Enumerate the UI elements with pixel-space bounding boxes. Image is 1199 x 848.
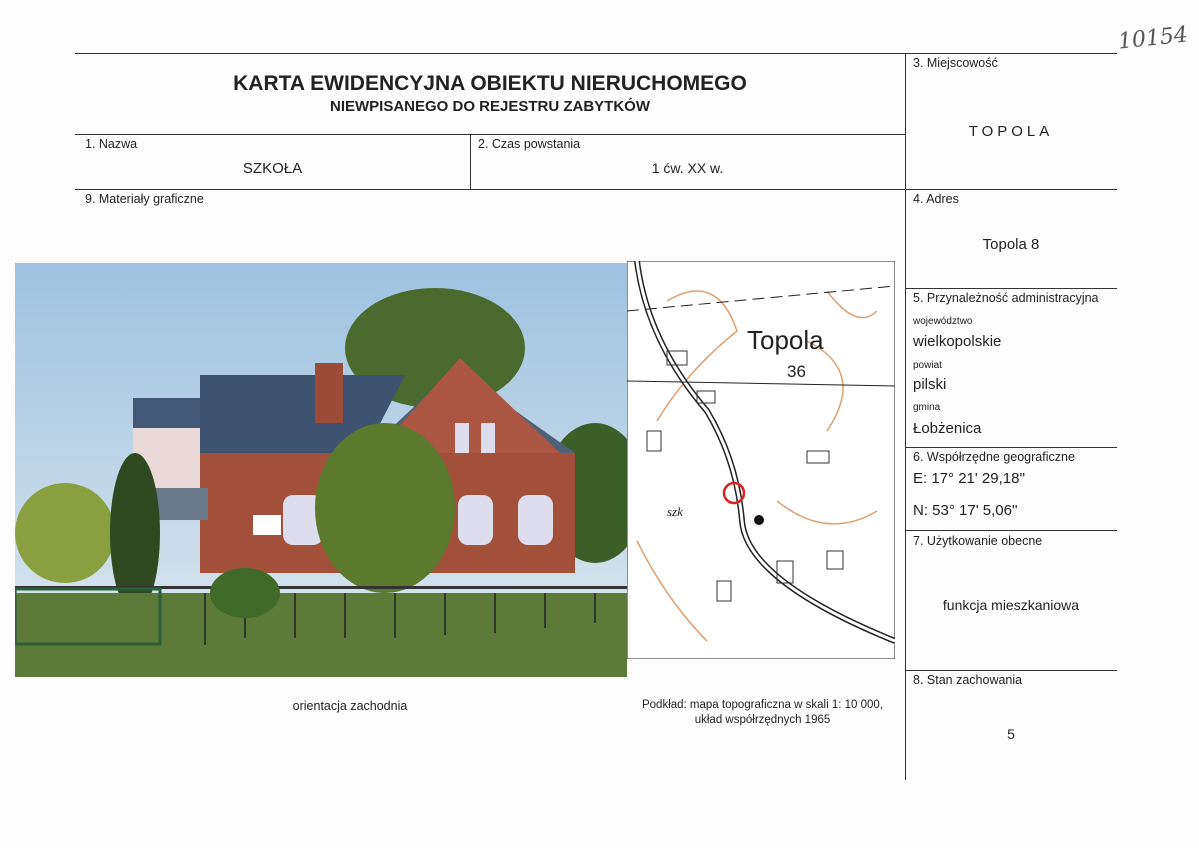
name-label: 1. Nazwa xyxy=(85,137,138,151)
condition-label: 8. Stan zachowania xyxy=(913,673,1023,687)
coords-n: N: 53° 17' 5,06'' xyxy=(913,502,1018,519)
county-value: pilski xyxy=(913,376,947,393)
map-caption-line2: układ współrzędnych 1965 xyxy=(694,714,831,726)
title: KARTA EWIDENCYJNA OBIEKTU NIERUCHOMEGO xyxy=(233,72,747,95)
map-caption-line1: Podkład: mapa topograficzna w skali 1: 10 000, xyxy=(641,699,883,711)
map-place-name: Topola xyxy=(747,325,824,355)
commune-value: Łobżenica xyxy=(913,420,982,437)
divider xyxy=(75,134,905,135)
topographic-map xyxy=(627,261,895,659)
handwritten-number: 10154 xyxy=(1116,22,1190,55)
divider xyxy=(905,447,1117,448)
map-point-icon xyxy=(754,515,764,525)
map-school-label: szk xyxy=(667,504,683,519)
date-label: 2. Czas powstania xyxy=(478,137,581,151)
voivodeship-label: województwo xyxy=(913,316,973,327)
divider xyxy=(75,53,1117,54)
usage-label: 7. Użytkowanie obecne xyxy=(913,534,1043,548)
coords-e: E: 17° 21' 29,18'' xyxy=(913,470,1026,487)
graphics-label: 9. Materiały graficzne xyxy=(85,192,204,206)
locality-label: 3. Miejscowość xyxy=(913,56,998,70)
date-value: 1 ćw. XX w. xyxy=(651,160,724,176)
admin-label: 5. Przynależność administracyjna xyxy=(913,291,1099,305)
address-label: 4. Adres xyxy=(913,192,959,206)
building-photo xyxy=(15,263,627,677)
address-value: Topola 8 xyxy=(982,236,1040,253)
divider xyxy=(905,670,1117,671)
coords-label: 6. Współrzędne geograficzne xyxy=(913,450,1075,464)
subtitle: NIEWPISANEGO DO REJESTRU ZABYTKÓW xyxy=(329,98,651,115)
usage-value: funkcja mieszkaniowa xyxy=(942,597,1080,613)
commune-label: gmina xyxy=(913,402,941,413)
locality-value: TOPOLA xyxy=(968,123,1054,140)
divider xyxy=(905,288,1117,289)
county-label: powiat xyxy=(913,360,942,371)
name-value: SZKOŁA xyxy=(242,160,303,177)
map-grid-number: 36 xyxy=(787,362,806,381)
photo-caption: orientacja zachodnia xyxy=(292,699,408,713)
condition-value: 5 xyxy=(1007,726,1015,742)
voivodeship-value: wielkopolskie xyxy=(913,333,1002,350)
divider xyxy=(905,530,1117,531)
divider xyxy=(75,189,1117,190)
